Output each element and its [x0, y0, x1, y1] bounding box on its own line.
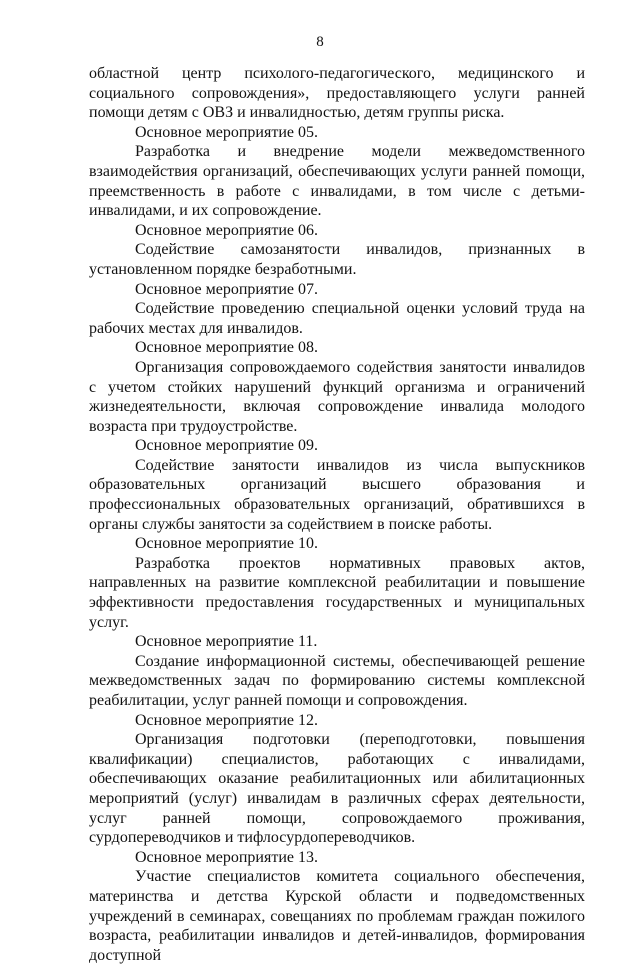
- activity-heading-06: Основное мероприятие 06.: [135, 221, 318, 239]
- activity-description-06: Содействие самозанятости инвалидов, признанных в установленном порядке безработными.: [89, 241, 585, 278]
- activity-heading-13: Основное мероприятие 13.: [135, 848, 318, 866]
- activity-heading-11: Основное мероприятие 11.: [135, 633, 318, 651]
- page-number: 8: [316, 34, 324, 50]
- activity-description-12: Организация подготовки (переподготовки, повышения квалификации) специалистов, работающих с инвалидами, обеспечивающих оказание реабилитационных или абилитационных мероприятий (услуг) инвалидам в различных сферах деятельности, услуг ранней помощи, сопровождаемого проживания, сурдопереводчиков и тифлосурдопереводчиков.: [89, 731, 585, 847]
- activity-heading-09: Основное мероприятие 09.: [135, 437, 318, 455]
- activity-heading-07: Основное мероприятие 07.: [135, 280, 318, 298]
- document-body: [89, 64, 585, 965]
- activity-heading-08: Основное мероприятие 08.: [135, 339, 318, 357]
- activity-heading-10: Основное мероприятие 10.: [135, 535, 318, 553]
- activity-heading-05: Основное мероприятие 05.: [135, 123, 318, 141]
- activity-description-07: Содействие проведению специальной оценки условий труда на рабочих местах для инвалидов.: [89, 300, 585, 337]
- activity-description-10: Разработка проектов нормативных правовых актов, направленных на развитие комплексной реабилитации и повышение эффективности предоставления государственных и муниципальных услуг.: [89, 554, 585, 631]
- activity-description-05: Разработка и внедрение модели межведомственного взаимодействия организаций, обеспечивающих услуги ранней помощи, преемственность в работе с инвалидами, в том числе с детьми-инвалидами, и их сопровождение.: [89, 143, 585, 220]
- activity-heading-12: Основное мероприятие 12.: [135, 711, 318, 729]
- paragraph-continuation: областной центр психолого-педагогического, медицинского и социального сопровождения», предоставляющего услуги ранней помощи детям с ОВЗ и инвалидностью, детям группы риска.: [89, 65, 585, 122]
- activity-description-09: Содействие занятости инвалидов из числа выпускников образовательных организаций высшего образования и профессиональных образовательных организаций, обратившихся в органы службы занятости за содействием в поиске работы.: [89, 456, 585, 533]
- activity-description-11: Создание информационной системы, обеспечивающей решение межведомственных задач по формированию системы комплексной реабилитации, услуг ранней помощи и сопровождения.: [89, 652, 585, 709]
- activity-description-13: Участие специалистов комитета социального обеспечения, материнства и детства Курской области и подведомственных учреждений в семинарах, совещаниях по проблемам граждан пожилого возраста, реабилитации инвалидов и детей-инвалидов, формирования доступной: [89, 868, 585, 964]
- activity-description-08: Организация сопровождаемого содействия занятости инвалидов с учетом стойких нарушений функций организма и ограничений жизнедеятельности, включая сопровождение инвалида молодого возраста при трудоустройстве.: [89, 358, 585, 435]
